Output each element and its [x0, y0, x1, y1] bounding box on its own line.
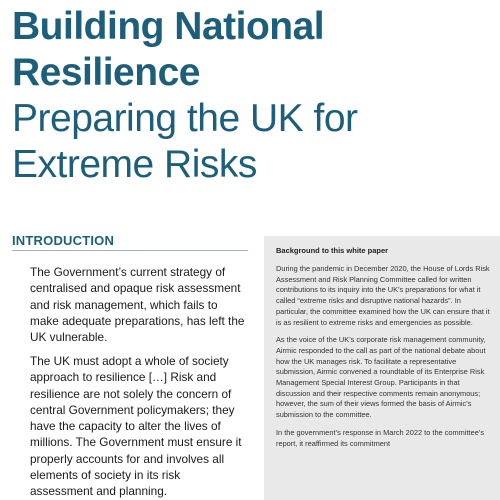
document-subtitle: Preparing the UK for Extreme Risks: [12, 97, 358, 186]
background-sidebar: [264, 236, 500, 500]
intro-paragraph-2: The UK must adopt a whole of society approach to resilience […] Risk and resilience are not solely the concern of central Government policymakers; they have the capacity to alter the lives of millions. The Government must ensure it properly accounts for and involves all elements of society in its risk assessment and planning.: [30, 354, 242, 499]
intro-paragraph-1: The Government’s current strategy of centralised and opaque risk assessment and risk management, which fails to make adequate preparations, has left the UK vulnerable.: [30, 265, 245, 345]
document-title: Building National Resilience: [12, 5, 325, 94]
section-divider: [12, 250, 248, 251]
sidebar-paragraph-2: As the voice of the UK’s corporate risk management community, Airmic responded to the call as part of the national debate about how the UK manages risk. To facilitate a representative submission, Airmic convened a roundtable of its Enterprise Risk Management Special Interest Group. Participants in that discussion and their respective comments remain anonymous; however, the sum of their views formed the basis of Airmic’s submission to the committee.: [276, 335, 486, 420]
sidebar-paragraph-3: In the government’s response in March 2022 to the committee’s report, it reaffirmed its commitment: [276, 427, 485, 448]
introduction-heading: INTRODUCTION: [12, 233, 115, 248]
sidebar-title: Background to this white paper: [276, 246, 389, 255]
sidebar-paragraph-1: During the pandemic in December 2020, the House of Lords Risk Assessment and Risk Planning Committee called for written contributions to its inquiry into the UK’s preparations for what it called “extreme risks and disruptive national hazards”. In particular, the committee examined how the UK can ensure that it is as resilient to extreme risks and emergencies as possible.: [276, 264, 490, 327]
